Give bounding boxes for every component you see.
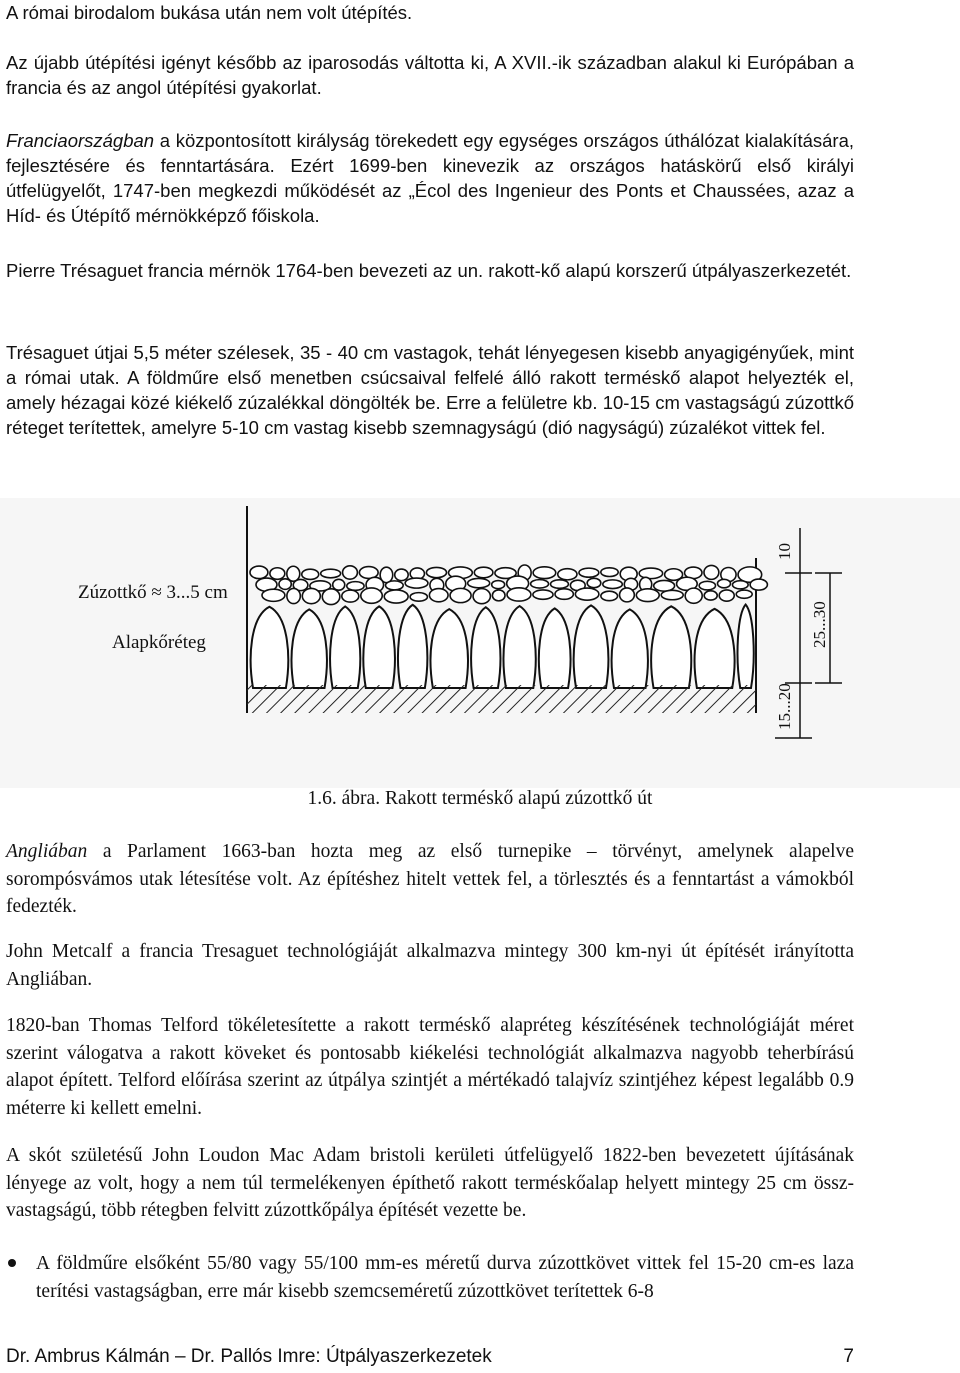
- page-footer: [6, 1346, 854, 1368]
- bullet-icon: [8, 1259, 16, 1267]
- paragraph-5: Trésaguet útjai 5,5 méter szélesek, 35 - 40 cm vastagok, tehát lényegesen kisebb anyagigényűek, mint a római utak. A földműre első menetben csúcsaival felfelé álló rakott terméskő alapot helyezték el, amely hézagai közé kiékelő zúzalékkal döngölték be. Erre a felületre kb. 10-15 cm vastagságú zúzottkő réteget terítettek, amelyre 5-10 cm vastag kisebb szemnagyságú (dió nagyságú) zúzalékot vittek fel.: [6, 342, 854, 438]
- gravel-pebble: [603, 580, 622, 589]
- crushed-stone-layer: [250, 565, 767, 605]
- gravel-pebble: [507, 588, 531, 601]
- gravel-pebble: [473, 589, 490, 604]
- paragraph-7: John Metcalf a francia Tresaguet technológiáját alkalmazva mintegy 300 km-nyi út építését irányította Angliában.: [6, 941, 854, 990]
- foundation-layer-label: Alapkőréteg: [112, 632, 206, 653]
- gravel-pebble: [575, 588, 599, 600]
- gravel-pebble: [750, 579, 767, 590]
- subgrade-hatching: [247, 685, 756, 713]
- paragraph-9: A skót születésű John Loudon Mac Adam bristoli kerületi útfelügyelő 1822-ben bevezetett újításának lényege az volt, hogy a nem túl termelékenyen építhető rakott terméskőalap helyett mintegy 25 cm össz-vastagságú, több rétegben felvitt zúzottkőpálya építését vezette be.: [6, 1145, 854, 1221]
- gravel-pebble: [347, 582, 364, 591]
- gravel-pebble: [250, 566, 268, 578]
- gravel-pebble: [410, 593, 427, 602]
- road-cross-section-drawing: [0, 498, 960, 788]
- gravel-pebble: [531, 580, 549, 588]
- gravel-pebble: [474, 567, 493, 578]
- gravel-pebble: [601, 568, 618, 577]
- crushed-stone-label: Zúzottkő ≈ 3...5 cm: [78, 582, 228, 603]
- page-number: 7: [843, 1346, 854, 1367]
- gravel-pebble: [699, 581, 715, 590]
- bullet-text: A földműre elsőként 55/80 vagy 55/100 mm-es méretű durva zúzottkövet vittek fel 15-20 cm-es laza terítési vastagságban, erre már kisebb szemcseméretű zúzottkövet terítettek 6-8: [36, 1253, 854, 1302]
- paragraph-4: Pierre Trésaguet francia mérnök 1764-ben bevezeti az un. rakott-kő alapú korszerű útpályaszerkezetét.: [6, 260, 852, 281]
- dimension-15-20: 15...20: [775, 683, 794, 730]
- gravel-pebble: [685, 588, 702, 603]
- paragraph-2: Az újabb útépítési igényt később az iparosodás váltotta ki, A XVII.-ik században alakul ki Európában a francia és az angol útépítési gyakorlat.: [6, 52, 854, 98]
- gravel-pebble: [533, 590, 553, 599]
- paragraph-6: [6, 838, 854, 921]
- figure-caption-number: 1.6. ábra.: [307, 788, 381, 809]
- gravel-pebble: [384, 590, 408, 603]
- paragraph-3: [6, 128, 854, 228]
- gravel-pebble: [361, 588, 382, 603]
- gravel-pebble: [661, 590, 683, 599]
- gravel-pebble: [270, 568, 285, 580]
- paragraph-6-italic: Angliában: [6, 841, 88, 862]
- gravel-pebble: [468, 578, 490, 587]
- paragraph-8: 1820-ban Thomas Telford tökéletesítette a rakott terméskő alapréteg készítésének technológiáját méret szerint válogatva a rakott köveket és pontosabb kiékelési technológiát alkalmazva nagyobb teherbírású alapot épített. Telford előírása szerint az útpálya szintjét a mértékadó talajvíz szintjéhez képest legalább 0.9 méterre ki kellett emelni.: [6, 1015, 854, 1119]
- gravel-pebble: [279, 579, 291, 590]
- gravel-pebble: [620, 588, 635, 602]
- gravel-pebble: [555, 589, 573, 600]
- gravel-pebble: [302, 569, 319, 579]
- figure-caption-text: Rakott terméskő alapú zúzottkő út: [380, 788, 653, 809]
- gravel-pebble: [429, 589, 448, 602]
- gravel-pebble: [302, 588, 320, 603]
- gravel-pebble: [601, 591, 618, 600]
- gravel-pebble: [426, 567, 446, 577]
- gravel-pebble: [395, 569, 408, 581]
- gravel-pebble: [732, 581, 748, 589]
- gravel-pebble: [321, 569, 341, 578]
- foundation-stone: [738, 605, 754, 688]
- gravel-pebble: [262, 589, 285, 601]
- gravel-pebble: [322, 589, 340, 605]
- paragraph-6-rest: a Parlament 1663-ban hozta meg az első turnepike – törvényt, amelynek alapelve sorompósvámos utak létesítése volt. Az építéshez hitelt vettek fel, a törlesztés és a fenntartást a vámokból fedezték.: [6, 841, 854, 917]
- gravel-pebble: [492, 590, 505, 601]
- dimension-25-30: 25...30: [810, 601, 829, 648]
- footer-authors: Dr. Ambrus Kálmán – Dr. Pallós Imre: Útpályaszerkezetek: [6, 1346, 492, 1367]
- dimension-10: 10: [775, 543, 794, 560]
- gravel-pebble: [639, 568, 662, 579]
- gravel-pebble: [386, 581, 404, 590]
- paragraph-3-rest: a központosított királyság törekedett egy egységes országos úthálózat kialakítására, fejlesztésére és fenntartására. Ezért 1699-ben kinevezik az országos hatáskörű első királyi útfelügyelőt, 1747-ben megkezdi működését az „Écol des Ingenieur des Ponts et Chaussées, azaz a Híd- és Útépítő mérnökképző főiskola.: [6, 130, 854, 226]
- gravel-pebble: [342, 590, 359, 602]
- gravel-pebble: [636, 589, 659, 602]
- paragraph-1: A római birodalom bukása után nem volt útépítés.: [6, 2, 413, 23]
- gravel-pebble: [587, 578, 601, 587]
- gravel-pebble: [343, 566, 358, 579]
- gravel-pebble: [719, 590, 734, 601]
- gravel-pebble: [717, 579, 730, 588]
- figure-caption: [0, 788, 960, 810]
- gravel-pebble: [579, 568, 599, 577]
- gravel-pebble: [405, 578, 428, 588]
- gravel-pebble: [704, 591, 717, 600]
- gravel-pebble: [533, 567, 556, 579]
- gravel-pebble: [492, 581, 505, 589]
- gravel-pebble: [558, 569, 577, 580]
- paragraph-3-italic: Franciaországban: [6, 130, 155, 151]
- gravel-pebble: [551, 580, 569, 589]
- gravel-pebble: [287, 588, 300, 603]
- gravel-pebble: [450, 588, 471, 602]
- road-structure-figure: [0, 498, 960, 788]
- gravel-pebble: [704, 565, 719, 579]
- gravel-pebble: [736, 590, 752, 598]
